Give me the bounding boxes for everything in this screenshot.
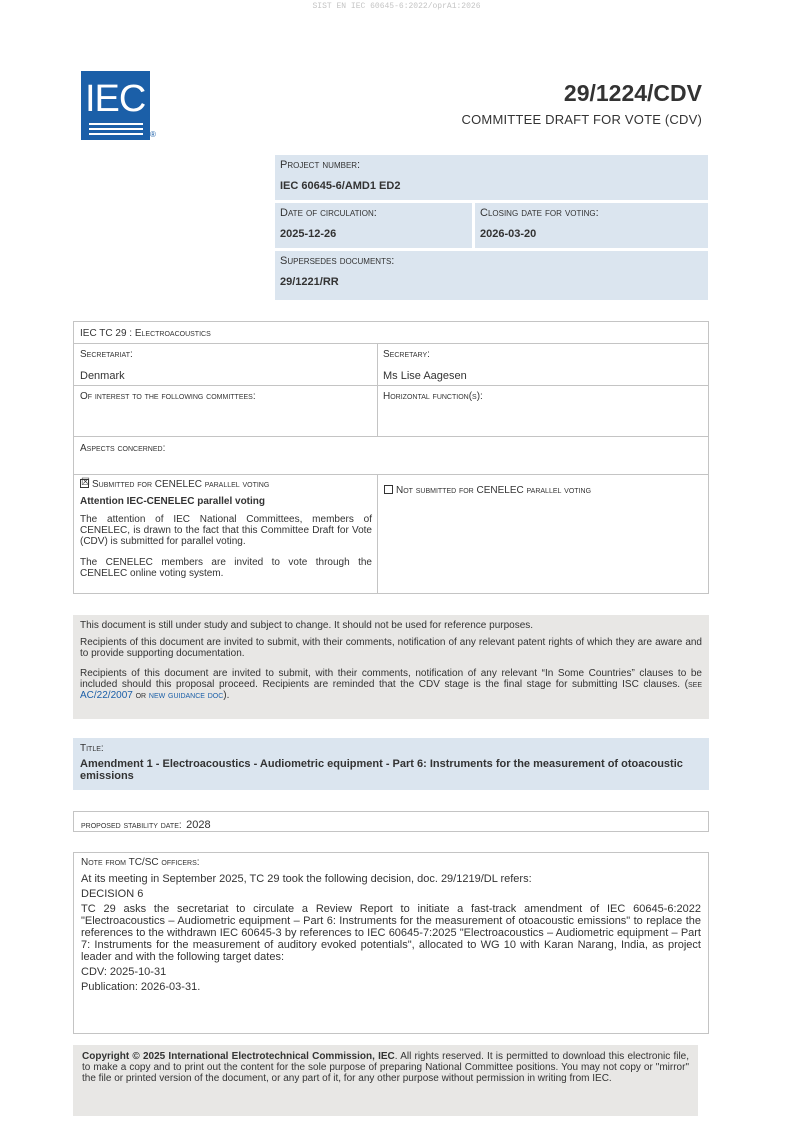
copyright-text: Copyright © 2025 International Electrotechnical Commission, IEC. All rights reserved. It is permitted to download this electronic file, to make a copy and to print out the content for the sole purpose of preparing National Committee positions. You may not copy or "mirror" the file or printed version of the document, or any part of it, for any other purpose without permission in writing from IEC. <box>82 1051 690 1084</box>
project-number: IEC 60645-6/AMD1 ED2 <box>280 180 401 192</box>
secretariat-label: Secretariat: <box>80 349 133 360</box>
submitted-cenelec <box>80 479 372 579</box>
not-submitted-cenelec <box>384 485 591 496</box>
supersedes-label: Supersedes documents: <box>280 255 395 267</box>
submitted-label: Submitted for CENELEC parallel voting <box>92 479 270 490</box>
document-title: Amendment 1 - Electroacoustics - Audiometric equipment - Part 6: Instruments for the measurement of otoacoustic emissions <box>80 758 683 782</box>
document-type: COMMITTEE DRAFT FOR VOTE (CDV) <box>461 112 702 127</box>
secretary-value: Ms Lise Aagesen <box>383 370 467 382</box>
circulation-date-cell <box>275 203 472 248</box>
stability-date-box <box>73 811 709 832</box>
attention-paragraph-1: The attention of IEC National Committees, members of CENELEC, is drawn to the fact that this Committee Draft for Vote (CDV) is submitted for parallel voting. <box>80 514 372 547</box>
title-block <box>73 738 709 790</box>
secretary-label: Secretary: <box>383 349 430 360</box>
supersedes-documents: 29/1221/RR <box>280 276 339 288</box>
circulation-date-label: Date of circulation: <box>280 207 377 219</box>
attention-paragraph-2: The CENELEC members are invited to vote through the CENELEC online voting system. <box>80 557 372 579</box>
interest-committees-label: Of interest to the following committees: <box>80 391 256 402</box>
secretariat-value: Denmark <box>80 370 125 382</box>
note-publication-date: Publication: 2026-03-31. <box>81 981 201 993</box>
closing-date-label: Closing date for voting: <box>480 207 599 219</box>
notice-paragraph-2: Recipients of this document are invited to submit, with their comments, notification of any relevant patent rights of which they are aware and to provide supporting documentation. <box>80 637 702 659</box>
supersedes-cell <box>275 251 708 300</box>
notice-paragraph-3: Recipients of this document are invited to submit, with their comments, notification of any relevant “In Some Countries” clauses to be included should this proposal proceed. Recipients are reminded that the CDV stage is the final stage for submitting ISC clauses. (see AC/22/2007 or new guidance doc). <box>80 668 702 701</box>
note-box <box>73 852 709 1034</box>
title-label: Title: <box>80 743 104 754</box>
note-paragraph-1: At its meeting in September 2025, TC 29 took the following decision, doc. 29/1219/DL refers: <box>81 873 532 885</box>
empty-checkbox-icon <box>384 485 393 494</box>
closing-date: 2026-03-20 <box>480 228 537 240</box>
horizontal-function-label: Horizontal function(s): <box>383 391 483 402</box>
not-submitted-label: Not submitted for CENELEC parallel voting <box>396 485 592 496</box>
new-guidance-doc-link[interactable]: new guidance doc <box>148 690 224 701</box>
watermark: SIST EN IEC 60645-6:2022/oprA1:2026 <box>312 2 481 11</box>
aspects-concerned-label: Aspects concerned: <box>80 443 166 454</box>
closing-date-cell <box>475 203 708 248</box>
document-number: 29/1224/CDV <box>563 80 702 106</box>
ac-22-2007-link[interactable]: AC/22/2007 <box>80 690 133 701</box>
copyright-block <box>73 1045 698 1116</box>
note-label: Note from TC/SC officers: <box>81 857 200 868</box>
circulation-date: 2025-12-26 <box>280 228 337 240</box>
stability-date-value: 2028 <box>186 819 211 831</box>
note-cdv-date: CDV: 2025-10-31 <box>81 966 167 978</box>
technical-committee: IEC TC 29 : Electroacoustics <box>80 328 211 339</box>
attention-title: Attention IEC-CENELEC parallel voting <box>80 496 266 507</box>
stability-date-label: proposed stability date: <box>81 820 182 831</box>
project-number-cell <box>275 155 708 200</box>
logo-text: IEC <box>85 78 146 120</box>
iec-logo <box>81 71 150 140</box>
checked-checkbox-icon: ☒ <box>81 477 90 488</box>
notice-paragraph-1: This document is still under study and subject to change. It should not be used for reference purposes. <box>80 620 534 631</box>
project-number-label: Project number: <box>280 159 361 171</box>
notice-block <box>73 615 709 719</box>
note-paragraph-3: TC 29 asks the secretariat to circulate a Review Report to initiate a fast-track amendment of IEC 60645-6:2022 "Electroacoustics – Audiometric equipment – Part 6: Instruments for the measurement of otoacoustic emissions" to replace the references to the withdrawn IEC 60645-3 by references to IEC 60645-7:2025 "Electroacoustics – Audiometric equipment – Part 7: Instruments for the measurement of auditory evoked potentials", allocated to WG 10 with Karan Narang, India, as project leader and with the following target dates: <box>81 903 701 963</box>
note-decision: DECISION 6 <box>81 888 144 900</box>
registered-mark: ® <box>150 130 156 139</box>
